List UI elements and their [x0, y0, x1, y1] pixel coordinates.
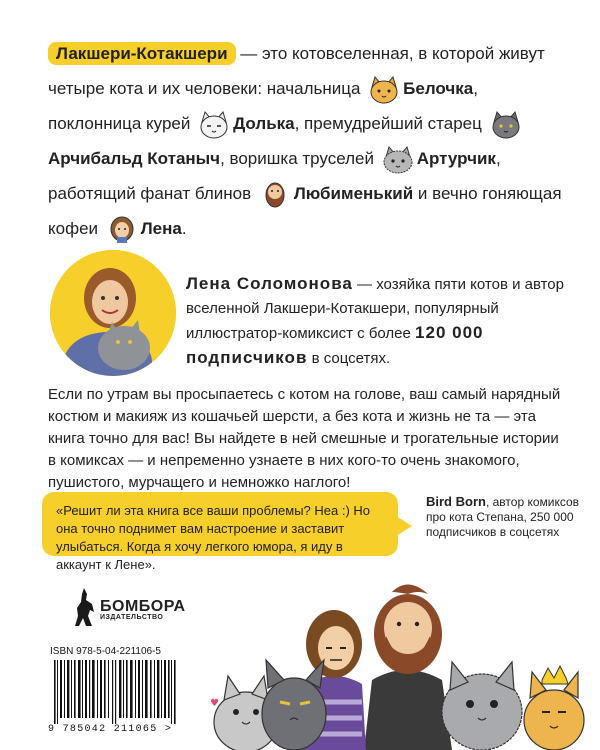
review-quote: «Решит ли эта книга все ваши проблемы? Неа :) Но она точно поднимет вам настроение и заставит улыбаться. Когда я хочу легкого юмора, я иду в аккаунт к Лене».	[42, 492, 398, 556]
barcode-digits: 9 785042 211065 >	[48, 724, 173, 735]
gray-cat-icon	[489, 110, 523, 140]
characters-illustration	[196, 572, 600, 750]
archibald-name: Арчибальд Котаныч	[48, 149, 221, 168]
fluffy-cat-icon	[381, 145, 415, 175]
white-cat-icon	[197, 110, 231, 140]
publisher-logo	[72, 586, 98, 635]
author-photo	[50, 250, 176, 376]
orange-cat-figure	[524, 666, 584, 750]
review-author-name: Bird Born	[426, 494, 486, 509]
author-name: Лена Соломонова	[186, 274, 353, 293]
author-bio: Лена Соломонова — хозяйка пяти котов и автор вселенной Лакшери-Котакшери, популярный иллюстратор-комиксист с более 120 000 подписчиков в соцсетях.	[186, 274, 564, 367]
brand-highlight: Лакшери-Котакшери	[48, 42, 236, 65]
lena-name: Лена	[140, 219, 182, 238]
subscriber-count: 120 000 подписчиков	[186, 323, 484, 367]
isbn-label: ISBN 978-5-04-221106-5	[50, 646, 161, 657]
woman-icon	[105, 215, 139, 245]
bearded-man-figure	[364, 584, 452, 750]
arturchik-name: Артурчик	[416, 149, 496, 168]
speech-bubble-tail	[396, 516, 412, 536]
publisher-subtitle: ИЗДАТЕЛЬСТВО	[100, 614, 164, 621]
bearded-man-icon	[258, 180, 292, 210]
barcode-icon	[50, 660, 190, 724]
orange-cat-icon	[367, 75, 401, 105]
fluffy-gray-cat-figure	[442, 662, 522, 750]
review-author: Bird Born, автор комиксов про кота Степана, 250 000 подписчиков в соцсетях	[426, 494, 580, 539]
book-description: Если по утрам вы просыпаетесь с котом на голове, ваш самый нарядный костюм и макияж из кошачьей шерсти, а без кота и жизнь не та — эта книга точно для вас! Вы найдете в ней смешные и трогательные истории в комиксах — и непременно узнаете в них кого-то очень знакомого, пушистого, мурчащего и немножко наглого!	[48, 386, 561, 491]
lyubimenkiy-name: Любименький	[293, 184, 414, 203]
intro-paragraph: Лакшери-Котакшери — это котовселенная, в которой живут четыре кота и их человеки: начальница Белочка, поклонница курей Долька, премудрейший старец Арчибальд Котаныч, воришка труселей Артурчик, работящий фанат блинов Любименький и вечно гоняющая кофеи Лена.	[48, 36, 568, 246]
publisher-name: БОМБОРА	[100, 598, 186, 615]
horse-rider-icon	[72, 586, 98, 630]
dolka-name: Долька	[233, 114, 295, 133]
dark-gray-cat-figure	[262, 660, 326, 750]
svg-text:♥: ♥	[210, 698, 219, 709]
belochka-name: Белочка	[403, 79, 474, 98]
